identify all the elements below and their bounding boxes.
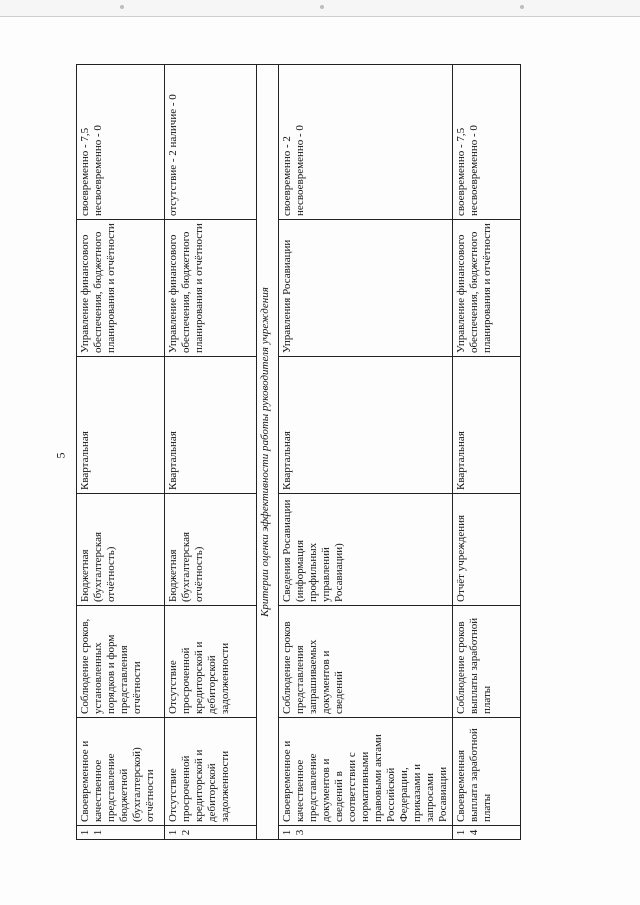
responsible-cell: Управление финансового обеспечения, бюджетного планирования и отчётности: [77, 220, 165, 357]
source-cell: Отчёт учреждения: [453, 494, 521, 606]
criterion-cell: Отсутствие просроченной кредиторской и дебиторской задолженности: [165, 718, 257, 826]
section-heading: Критерии оценки эффективности работы руководителя учреждения: [257, 65, 279, 840]
source-cell: Бюджетная (бухгалтерская отчётность): [77, 494, 165, 606]
responsible-cell: Управление финансового обеспечения, бюджетного планирования и отчётности: [165, 220, 257, 357]
binder-hole: [520, 5, 524, 9]
score-cell: своевременно - 7,5 несвоевременно - 0: [77, 65, 165, 220]
condition-cell: Соблюдение сроков, установленных порядков и форм представления отчётности: [77, 606, 165, 718]
periodicity-cell: Квартальная: [77, 357, 165, 494]
score-cell: своевременно - 7,5 несвоевременно - 0: [453, 65, 521, 220]
row-number: 11: [77, 826, 165, 840]
row-number: 13: [279, 826, 453, 840]
page-number: 5: [53, 452, 68, 459]
source-cell: Бюджетная (бухгалтерская отчётность): [165, 494, 257, 606]
criterion-cell: Своевременное и качественное представление бюджетной (бухгалтерской) отчётности: [77, 718, 165, 826]
table-row: [165, 65, 257, 840]
responsible-cell: Управления Росавиации: [279, 220, 453, 357]
scan-top-edge: [0, 0, 640, 17]
section-row: [257, 65, 279, 840]
criterion-cell: Своевременная выплата заработной платы: [453, 718, 521, 826]
source-cell: Сведения Росавиации (информация профильных управлений Росавиации): [279, 494, 453, 606]
table-row: [77, 65, 165, 840]
criterion-cell: Своевременное и качественное представление документов и сведений в соответствии с нормативными правовыми актами Российской Федерации, приказами и запросами Росавиации: [279, 718, 453, 826]
table-row: [279, 65, 453, 840]
score-cell: отсутствие - 2 наличие - 0: [165, 65, 257, 220]
responsible-cell: Управление финансового обеспечения, бюджетного планирования и отчётности: [453, 220, 521, 357]
criteria-table: [76, 64, 521, 840]
binder-hole: [320, 5, 324, 9]
condition-cell: Соблюдение сроков выплаты заработной платы: [453, 606, 521, 718]
periodicity-cell: Квартальная: [453, 357, 521, 494]
condition-cell: Отсутствие просроченной кредиторской и дебиторской задолженности: [165, 606, 257, 718]
table-row: [453, 65, 521, 840]
row-number: 12: [165, 826, 257, 840]
periodicity-cell: Квартальная: [165, 357, 257, 494]
score-cell: своевременно - 2 несвоевременно - 0: [279, 65, 453, 220]
row-number: 14: [453, 826, 521, 840]
condition-cell: Соблюдение сроков представления запрашиваемых документов и сведений: [279, 606, 453, 718]
binder-hole: [120, 5, 124, 9]
periodicity-cell: Квартальная: [279, 357, 453, 494]
